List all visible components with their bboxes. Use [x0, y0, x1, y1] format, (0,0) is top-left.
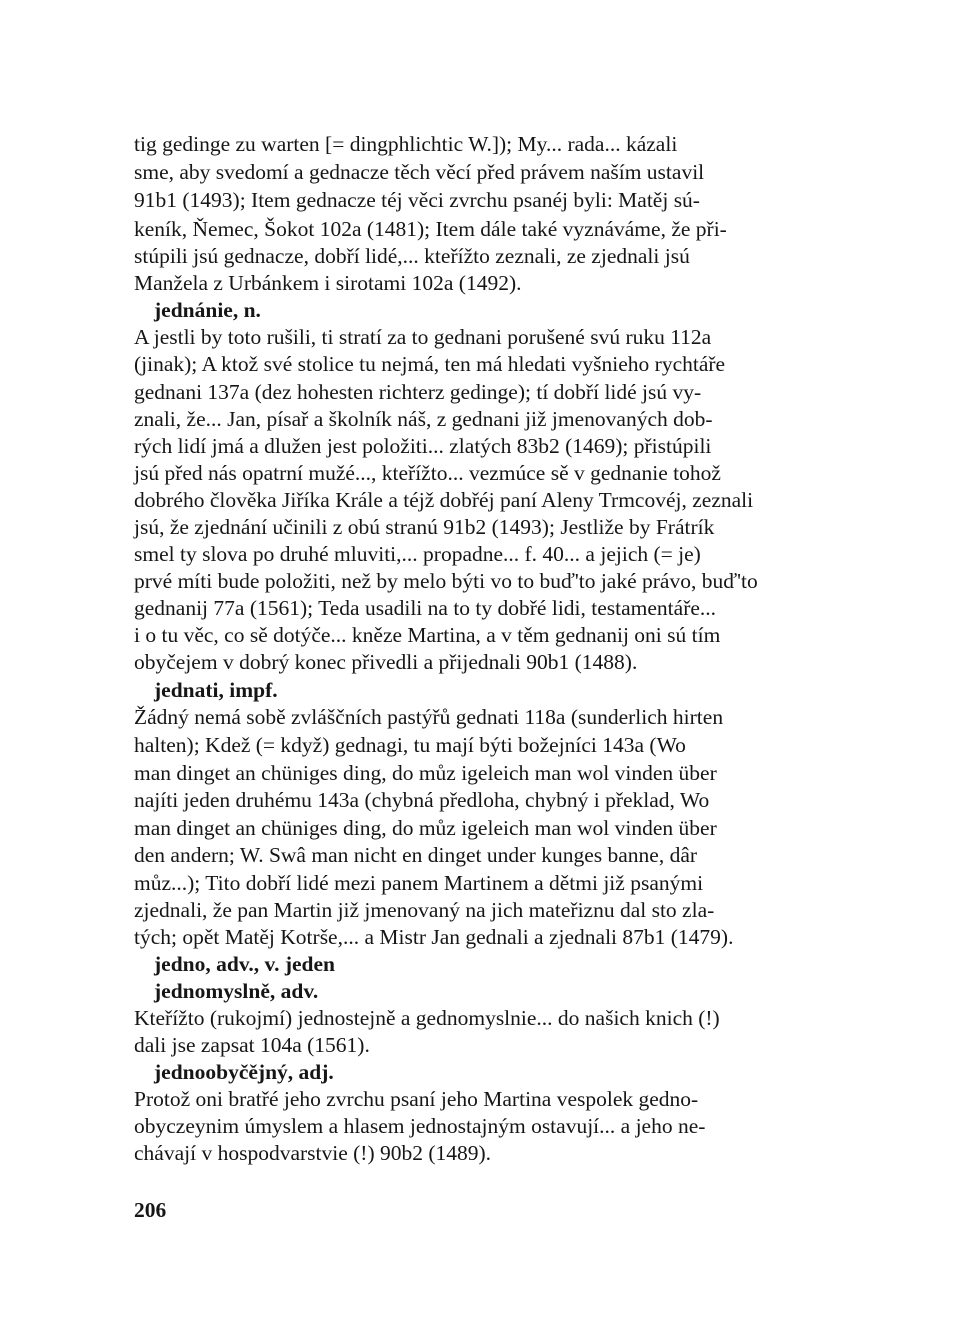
text-line: man dinget an chüniges ding, do můz igeleich man wol vinden über: [134, 761, 717, 785]
text-line: tig gedinge zu warten [= dingphlichtic W.]); My... rada... kázali: [134, 132, 678, 156]
text-line: znali, že... Jan, písař a školník náš, z gednani již jmenovaných dob-: [134, 407, 713, 431]
text-line: A jestli by toto rušili, ti stratí za to gednani porušené svú ruku 112a: [134, 325, 712, 349]
text-line: Kteřížto (rukojmí) jednostejně a gednomyslnie... do našich knich (!): [134, 1006, 720, 1030]
text-line: chávají v hospodvarstvie (!) 90b2 (1489).: [134, 1141, 492, 1165]
text-line: gednanij 77a (1561); Teda usadili na to ty dobřé lidi, testamentáře...: [134, 596, 717, 620]
text-line: 91b1 (1493); Item gednacze téj věci zvrchu psanéj byli: Matěj sú-: [134, 188, 700, 212]
text-line: smel ty slova po druhé mluviti,... propadne... f. 40... a jejich (= je): [134, 542, 701, 566]
text-line: dobrého člověka Jiříka Krále a téjž dobřéj paní Aleny Trmcovéj, zeznali: [134, 488, 754, 512]
text-line: halten); Kdež (= když) gednagi, tu mají býti božejníci 143a (Wo: [134, 733, 686, 757]
text-line: keník, Ňemec, Šokot 102a (1481); Item dále také vyznáváme, že při-: [134, 217, 727, 241]
text-line: obyczeynim úmyslem a hlasem jednostajným ostavují... a jeho ne-: [134, 1114, 706, 1138]
text-line: můz...); Tito dobří lidé mezi panem Martinem a dětmi již psanými: [134, 871, 704, 895]
headword-jednati: jednati, impf.: [154, 678, 278, 702]
text-line: jsú, že zjednání učinili z obú stranú 91b2 (1493); Jestliže by Frátrík: [134, 515, 715, 539]
text-line: den andern; W. Swâ man nicht en dinget under kunges banne, dâr: [134, 843, 698, 867]
text-line: najíti jeden druhému 143a (chybná předloha, chybný i překlad, Wo: [134, 788, 710, 812]
page-number: 206: [134, 1198, 167, 1222]
headword-jednoobycejny: jednoobyčějný, adj.: [154, 1060, 334, 1084]
text-line: sme, aby svedomí a gednacze těch věcí před právem naším ustavil: [134, 160, 705, 184]
headword-jedno: jedno, adv., v. jeden: [154, 952, 335, 976]
text-line: tých; opět Matěj Kotrše,... a Mistr Jan gednali a zjednali 87b1 (1479).: [134, 925, 734, 949]
text-line: prvé míti bude položiti, než by melo býti vo to buď'to jaké právo, buď'to: [134, 569, 758, 593]
text-line: Protož oni bratřé jeho zvrchu psaní jeho Martina vespolek gedno-: [134, 1087, 699, 1111]
text-line: jsú před nás opatrní mužé..., kteřížto... vezmúce sě v gednanie tohož: [134, 461, 721, 485]
text-line: stúpili jsú gednacze, dobří lidé,... kteřížto zeznali, ze zjednali jsú: [134, 244, 690, 268]
text-line: rých lidí jmá a dlužen jest položiti... zlatých 83b2 (1469); přistúpili: [134, 434, 712, 458]
headword-jednanie: jednánie, n.: [154, 298, 261, 322]
text-line: Žádný nemá sobě zvláščních pastýřů gednati 118a (sunderlich hirten: [134, 705, 724, 729]
text-line: i o tu věc, co sě dotýče... kněze Martina, a v těm gednanij oni sú tím: [134, 623, 721, 647]
text-line: dali jse zapsat 104a (1561).: [134, 1033, 370, 1057]
text-line: Manžela z Urbánkem i sirotami 102a (1492).: [134, 271, 522, 295]
text-line: obyčejem v dobrý konec přivedli a přijednali 90b1 (1488).: [134, 650, 638, 674]
text-line: zjednali, že pan Martin již jmenovaný na jich mateřiznu dal sto zla-: [134, 898, 715, 922]
text-line: (jinak); A ktož své stolice tu nejmá, ten má hledati vyšnieho rychtáře: [134, 352, 726, 376]
text-line: gednani 137a (dez hohesten richterz gedinge); tí dobří lidé jsú vy-: [134, 380, 702, 404]
headword-jednomyslne: jednomyslně, adv.: [154, 979, 319, 1003]
text-line: man dinget an chüniges ding, do můz igeleich man wol vinden über: [134, 816, 717, 840]
